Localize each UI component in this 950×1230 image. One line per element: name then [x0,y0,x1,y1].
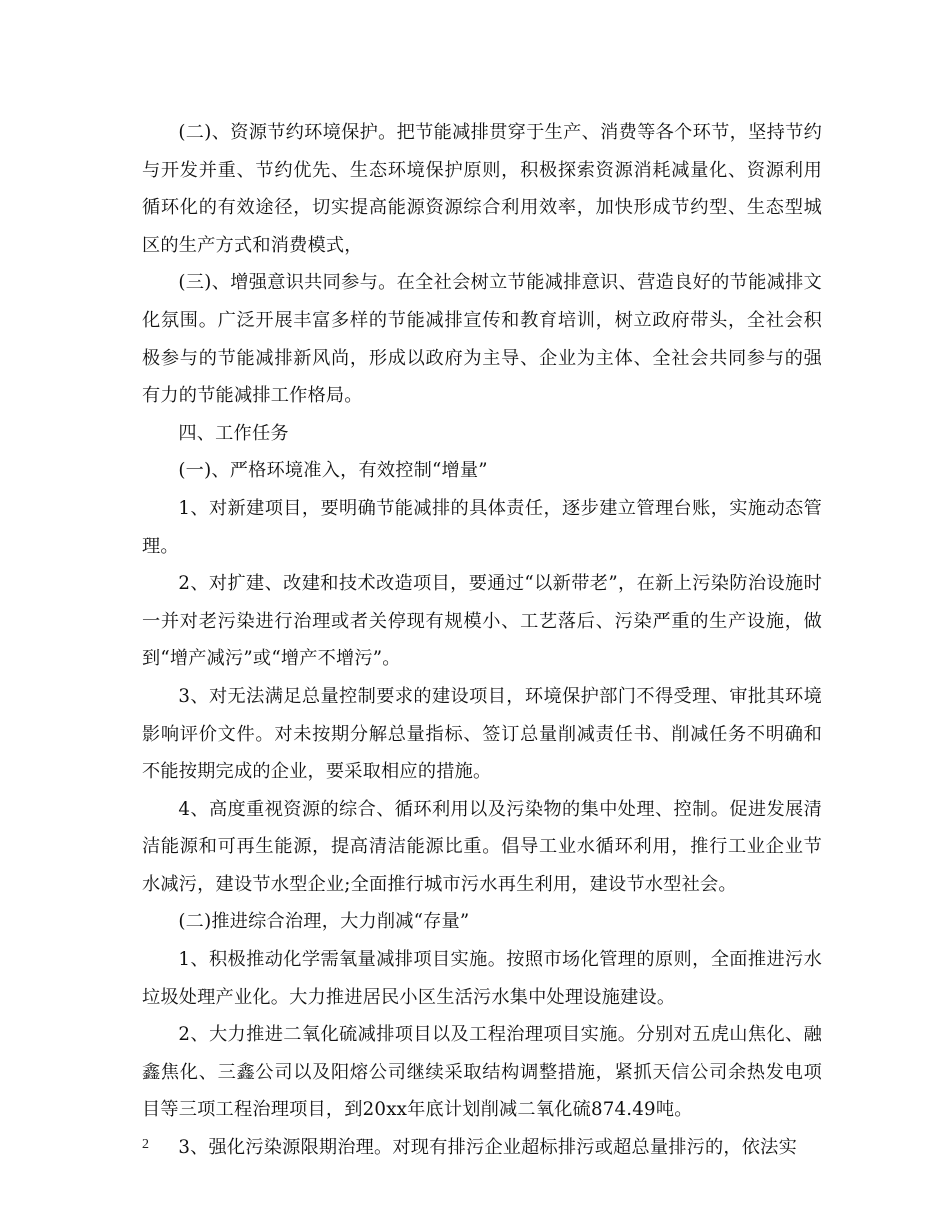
subsection-heading: (一)、严格环境准入，有效控制“增量” [178,460,488,482]
paragraph: 2、大力推进二氧化硫减排项目以及工程治理项目实施。分别对五虎山焦化、融鑫焦化、三鑫公司以及阳熔公司继续采取结构调整措施，紧抓天信公司余热发电项目等三项工程治理项目，到20xx年底计划削减二氧化硫874.49吨。 [142,1024,822,1121]
paragraph: 1、对新建项目，要明确节能减排的具体责任，逐步建立管理台账，实施动态管理。 [142,497,822,557]
paragraph: 2、对扩建、改建和技术改造项目，要通过“以新带老”，在新上污染防治设施时一并对老污染进行治理或者关停现有规模小、工艺落后、污染严重的生产设施，做到“增产减污”或“增产不增污”。 [142,573,822,670]
paragraph: 1、积极推动化学需氧量减排项目实施。按照市场化管理的原则，全面推进污水垃圾处理产业化。大力推进居民小区生活污水集中处理设施建设。 [142,949,822,1008]
subsection-heading: (二)推进综合治理，大力削减“存量” [178,911,470,933]
paragraph: 3、对无法满足总量控制要求的建设项目，环境保护部门不得受理、审批其环境影响评价文件。对未按期分解总量指标、签订总量削减责任书、削减任务不明确和不能按期完成的企业，要采取相应的措施。 [142,685,822,783]
paragraph: (三)、增强意识共同参与。在全社会树立节能减排意识、营造良好的节能减排文化氛围。广泛开展丰富多样的节能减排宣传和教育培训，树立政府带头，全社会积极参与的节能减排新风尚，形成以政府为主导、企业为主体、全社会共同参与的强有力的节能减排工作格局。 [142,272,822,407]
page-number: 2 [142,1137,149,1152]
paragraph: 4、高度重视资源的综合、循环利用以及污染物的集中处理、控制。促进发展清洁能源和可再生能源，提高清洁能源比重。倡导工业水循环利用，推行工业企业节水减污，建设节水型企业;全面推行城市污水再生利用，建设节水型社会。 [142,798,822,895]
section-heading: 四、工作任务 [178,422,289,444]
document-body [142,114,822,1167]
paragraph: (二)、资源节约环境保护。把节能减排贯穿于生产、消费等各个环节，坚持节约与开发并重、节约优先、生态环境保护原则，积极探索资源消耗减量化、资源利用循环化的有效途径，切实提高能源资源综合利用效率，加快形成节约型、生态型城区的生产方式和消费模式， [142,122,822,256]
paragraph: 3、强化污染源限期治理。对现有排污企业超标排污或超总量排污的，依法实 [178,1137,797,1159]
